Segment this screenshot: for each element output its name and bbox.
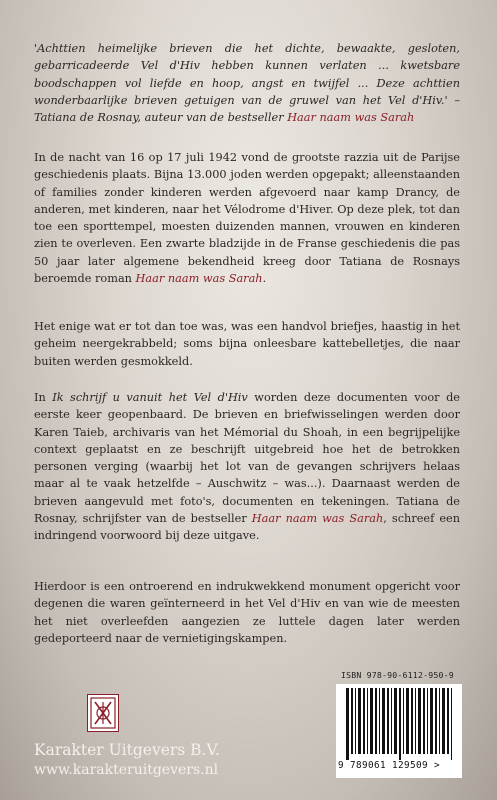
paragraph-2-text: Het enige wat er tot dan toe was, was een handvol briefjes, haastig in het geheim neergekrabbeld; soms bijna onleesbare kattebelletjes, die naar buiten werden gesmokkeld. (34, 320, 460, 368)
paragraph-3-text: worden deze documenten voor de eerste keer geopenbaard. De brieven en briefwisselingen werden door Karen Taieb, archivaris van het Mémorial du Shoah, in een begrijpelijke context geplaatst en ze beschrijft uitgebreid hoe het de betrokken personen verging (waarbij het lot van de gevangen schrijvers helaas maar al te vaak hetzelfde – Auschwitz – was...). Daarnaast werden de brieven aangevuld met foto's, documenten en tekeningen. Tatiana de Rosnay, schrijfster van de bestseller (34, 391, 460, 526)
quote-book-title: Haar naam was Sarah (287, 111, 415, 125)
publisher-name: Karakter Uitgevers B.V. (34, 741, 220, 759)
blurb-quote (34, 40, 460, 126)
paragraph-3-title: Ik schrijf u vanuit het Vel d'Hiv (52, 391, 248, 404)
barcode (336, 684, 462, 778)
paragraph-1-text: In de nacht van 16 op 17 juli 1942 vond de grootste razzia uit de Parijse geschiedenis plaats. Bijna 13.000 joden werden opgepakt; alleenstaanden of families zonder kinderen werden afgevoerd naar kamp Drancy, de anderen, met kinderen, naar het Vélodrome d'Hiver. Op deze plek, tot dan toe een sporttempel, moesten duizenden mannen, vrouwen en kinderen zien te overleven. Een zwarte bladzijde in de Franse geschiedenis die pas 50 jaar later algemene bekendheid kreeg door Tatiana de Rosnays beroemde roman (34, 151, 460, 286)
publisher-logo-icon (87, 694, 119, 732)
description-paragraph-2 (34, 318, 460, 370)
paragraph-3-book-title: Haar naam was Sarah (251, 512, 384, 526)
publisher-website: www.karakteruitgevers.nl (34, 762, 219, 778)
quote-text: 'Achttien heimelijke brieven die het dichte, bewaakte, gesloten, gebarricadeerde Vel d'Hiv hebben kunnen verlaten ... kwetsbare boodschappen vol liefde en hoop, angst en twijfel ... Deze achttien wonderbaarlijke brieven getuigen van de gruwel van het Vel d'Hiv.' (34, 42, 460, 107)
isbn-label: ISBN 978-90-6112-950-9 (341, 670, 454, 680)
description-paragraph-3 (34, 389, 460, 545)
paragraph-3-lead: In (34, 391, 53, 404)
barcode-digits: 9 789061 129509 > (338, 760, 440, 771)
paragraph-3-end: , schreef een indringend voorwoord bij deze uitgave. (34, 512, 460, 543)
barcode-bars-icon (346, 688, 454, 760)
description-paragraph-1 (34, 149, 460, 287)
paragraph-4-text: Hierdoor is een ontroerend en indrukwekkend monument opgericht voor degenen die waren geïnterneerd in het Vel d'Hiv en van wie de meesten het niet overleefden aangezien ze luttele dagen later werden gedeporteerd naar de vernietigingskampen. (34, 580, 460, 645)
description-paragraph-4 (34, 578, 460, 647)
quote-attribution: – Tatiana de Rosnay, auteur van de bestseller (34, 93, 460, 125)
paragraph-1-end: . (262, 272, 267, 286)
paragraph-1-book-title: Haar naam was Sarah (135, 272, 263, 286)
